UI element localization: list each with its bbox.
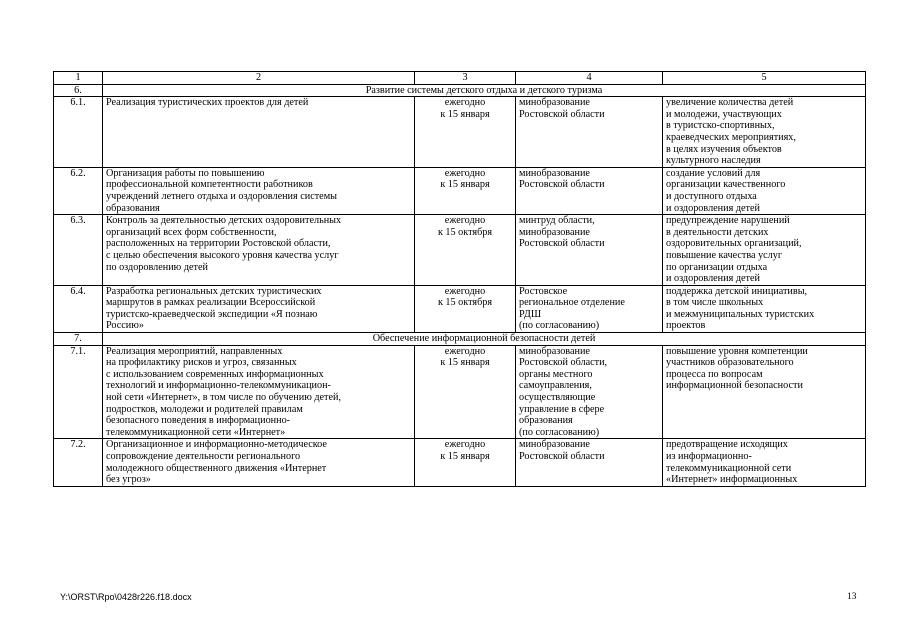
executor-line: минобразование	[519, 226, 590, 238]
executor-line: Ростовское	[519, 285, 568, 297]
result-line: и межмуниципальных туристских	[666, 308, 815, 320]
executor-line: минобразование	[519, 97, 590, 109]
page-number: 13	[847, 592, 857, 602]
result-line: и молодежи, участвующих	[666, 108, 782, 120]
result-line: оздоровительных организаций,	[666, 238, 802, 250]
term-line: к 15 октября	[437, 297, 493, 309]
executor-line: самоуправления,	[519, 380, 592, 392]
action-line: Реализация мероприятий, направленных	[106, 345, 283, 357]
action-line: молодежного общественного движения «Интернет	[106, 462, 327, 474]
term-line: ежегодно	[444, 439, 486, 451]
action-line: Разработка региональных детских туристических	[106, 285, 322, 297]
action-line: подростков, молодежи и родителей правилам	[106, 403, 303, 415]
item-number: 7.2.	[54, 439, 103, 486]
section-title: Развитие системы детского отдыха и детского туризма	[103, 84, 866, 97]
action-line: Организационное и информационно-методическое	[106, 439, 327, 451]
result-cell	[663, 345, 866, 439]
executor-line: Ростовской области	[519, 238, 605, 250]
result-line: и оздоровления детей	[666, 273, 760, 285]
term-cell	[415, 97, 516, 168]
term-line: ежегодно	[444, 345, 486, 357]
action-line: на профилактику рисков и угроз, связанных	[106, 357, 297, 369]
term-line: к 15 января	[440, 108, 490, 120]
action-line: туристско-краеведческой экспедиции «Я познаю	[106, 308, 318, 320]
executor-line: Ростовской области,	[519, 357, 608, 369]
result-line: процесса по вопросам	[666, 368, 763, 380]
result-line: по организации отдыха	[666, 261, 768, 273]
table-row	[54, 345, 866, 439]
item-number: 6.2.	[54, 167, 103, 214]
section-row	[54, 333, 866, 346]
item-number: 7.1.	[54, 345, 103, 439]
result-cell	[663, 439, 866, 486]
term-line: ежегодно	[444, 167, 486, 179]
executor-cell	[516, 285, 663, 332]
action-cell	[103, 345, 415, 439]
executor-line: РДШ	[519, 308, 542, 320]
action-cell	[103, 97, 415, 168]
action-line: Россию»	[106, 320, 144, 332]
action-line: безопасного поведения в информационно-	[106, 415, 291, 427]
section-row	[54, 84, 866, 97]
result-cell	[663, 215, 866, 286]
action-cell	[103, 285, 415, 332]
item-number: 6.3.	[54, 215, 103, 286]
executor-line: минобразование	[519, 167, 590, 179]
action-line: сопровождение деятельности регионального	[106, 451, 301, 462]
term-line: к 15 января	[440, 357, 490, 369]
result-line: участников образовательного	[666, 357, 794, 369]
result-line: и доступного отдыха	[666, 190, 757, 202]
term-cell	[415, 215, 516, 286]
executor-cell	[516, 97, 663, 168]
result-line: краеведческих мероприятиях,	[666, 131, 796, 143]
table-row	[54, 215, 866, 286]
executor-line: Ростовской области	[519, 108, 605, 120]
header-col-1: 1	[54, 72, 103, 85]
table-row	[54, 285, 866, 332]
executor-line: региональное отделение	[519, 297, 625, 309]
executor-line: Ростовской области	[519, 179, 605, 191]
result-line: поддержка детской инициативы,	[666, 285, 808, 297]
executor-line: (по согласованию)	[519, 320, 600, 332]
footer-file-path: Y:\ORST\Rpo\0428r226.f18.docx	[60, 592, 192, 602]
result-line: информационной безопасности	[666, 380, 803, 392]
term-cell	[415, 439, 516, 486]
action-cell	[103, 167, 415, 214]
action-line: ной сети «Интернет», в том числе по обучению детей,	[106, 392, 342, 404]
term-cell	[415, 285, 516, 332]
action-line: маршрутов в рамках реализации Всероссийской	[106, 297, 316, 309]
header-col-3: 3	[415, 72, 516, 85]
table-header-row	[54, 72, 866, 85]
table-row	[54, 97, 866, 168]
executor-cell	[516, 167, 663, 214]
term-cell	[415, 345, 516, 439]
executor-line: образования	[519, 415, 573, 427]
result-line: предупреждение нарушений	[666, 215, 790, 227]
table-row	[54, 167, 866, 214]
result-cell	[663, 167, 866, 214]
action-line: профессиональной компетентности работников	[106, 179, 313, 191]
result-line: организации качественного	[666, 179, 786, 191]
result-line: «Интернет» информационных	[666, 474, 798, 486]
result-line: и оздоровления детей	[666, 202, 760, 214]
term-line: ежегодно	[444, 97, 486, 109]
result-line: создание условий для	[666, 167, 761, 179]
section-number: 6.	[54, 84, 103, 97]
result-line: повышение качества услуг	[666, 249, 783, 261]
table-body	[54, 72, 866, 487]
executor-cell	[516, 439, 663, 486]
result-line: в деятельности детских	[666, 226, 769, 238]
result-line: в том числе школьных	[666, 297, 764, 309]
action-line: без угроз»	[106, 474, 151, 486]
section-title: Обеспечение информационной безопасности детей	[103, 333, 866, 346]
header-col-2: 2	[103, 72, 415, 85]
result-line: культурного наследия	[666, 155, 761, 167]
term-line: ежегодно	[444, 215, 486, 227]
result-line: в целях изучения объектов	[666, 143, 782, 155]
executor-cell	[516, 215, 663, 286]
action-line: учреждений летнего отдыха и оздоровления системы	[106, 190, 337, 202]
action-line: Организация работы по повышению	[106, 167, 265, 179]
term-line: ежегодно	[444, 285, 486, 297]
result-line: проектов	[666, 320, 706, 332]
header-col-5: 5	[663, 72, 866, 85]
action-line: Реализация туристических проектов для детей	[106, 97, 309, 109]
executor-cell	[516, 345, 663, 439]
term-line: к 15 октября	[437, 226, 493, 238]
action-line: с использованием современных информационных	[106, 368, 324, 380]
document-table	[53, 71, 866, 487]
executor-line: управление в сфере	[519, 403, 605, 415]
result-line: телекоммуникационной сети	[666, 462, 792, 474]
action-cell	[103, 215, 415, 286]
header-col-4: 4	[516, 72, 663, 85]
action-line: с целью обеспечения высокого уровня качества услуг	[106, 249, 339, 261]
term-line: к 15 января	[440, 451, 490, 462]
executor-line: минобразование	[519, 345, 590, 357]
executor-line: Ростовской области	[519, 451, 605, 462]
action-line: Контроль за деятельностью детских оздоровительных	[106, 215, 342, 227]
executor-line: осуществляющие	[519, 392, 596, 404]
result-line: предотвращение исходящих	[666, 439, 788, 451]
action-cell	[103, 439, 415, 486]
action-line: телекоммуникационной сети «Интернет»	[106, 426, 286, 438]
action-line: технологий и информационно-телекоммуникацион-	[106, 380, 331, 392]
result-line: повышение уровня компетенции	[666, 345, 808, 357]
executor-line: минтруд области,	[519, 215, 595, 227]
result-line: увеличение количества детей	[666, 97, 794, 109]
term-cell	[415, 167, 516, 214]
result-line: из информационно-	[666, 451, 752, 462]
executor-line: органы местного	[519, 368, 593, 380]
result-cell	[663, 97, 866, 168]
action-line: по оздоровлению детей	[106, 261, 208, 273]
item-number: 6.1.	[54, 97, 103, 168]
action-line: организаций всех форм собственности,	[106, 226, 277, 238]
result-cell	[663, 285, 866, 332]
section-number: 7.	[54, 333, 103, 346]
result-line: в туристско-спортивных,	[666, 120, 775, 132]
executor-line: (по согласованию)	[519, 426, 600, 438]
executor-line: минобразование	[519, 439, 590, 451]
action-line: образования	[106, 202, 160, 214]
table-row	[54, 439, 866, 486]
item-number: 6.4.	[54, 285, 103, 332]
term-line: к 15 января	[440, 179, 490, 191]
action-line: расположенных на территории Ростовской области,	[106, 238, 331, 250]
